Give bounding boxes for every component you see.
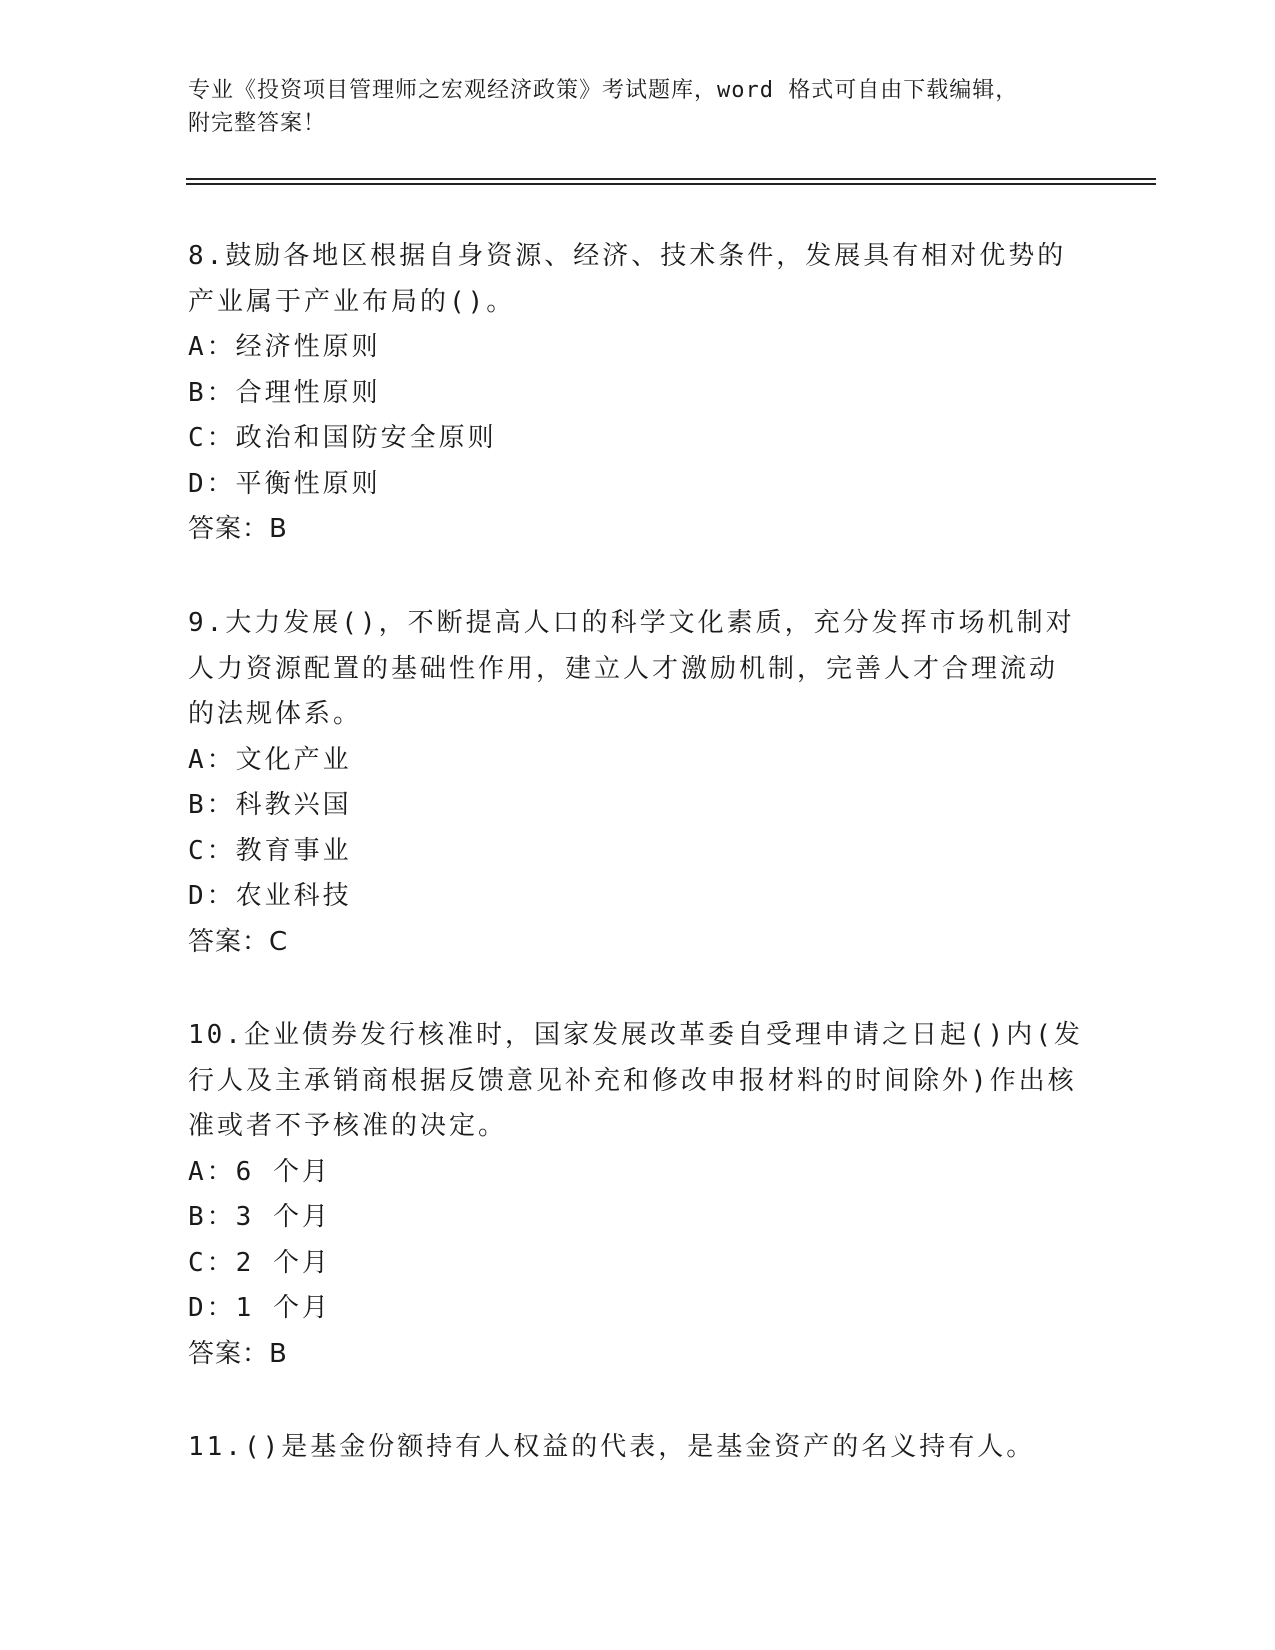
answer-value: C	[269, 926, 289, 957]
question-stem: 9.大力发展()，不断提高人口的科学文化素质，充分发挥市场机制对	[188, 608, 1075, 638]
document-header	[188, 74, 1088, 140]
answer	[188, 1332, 1088, 1378]
header-line: 专业《投资项目管理师之宏观经济政策》考试题库，word 格式可自由下载编辑，	[188, 78, 1019, 103]
option-d: D：1 个月	[188, 1293, 331, 1323]
question-stem: 11.()是基金份额持有人权益的代表，是基金资产的名义持有人。	[188, 1432, 1036, 1462]
answer-label: 答案：	[188, 514, 270, 544]
question-8	[188, 234, 1088, 553]
header-line: 附完整答案！	[188, 111, 327, 136]
question-stem: 10.企业债券发行核准时，国家发展改革委自受理申请之日起()内(发	[188, 1020, 1083, 1050]
answer-label: 答案：	[188, 1338, 270, 1369]
answer-value: B	[269, 1338, 288, 1369]
question-stem: 行人及主承销商根据反馈意见补充和修改申报材料的时间除外)作出核	[188, 1065, 1077, 1096]
question-stem: 准或者不予核准的决定。	[188, 1111, 508, 1141]
option-a: A：经济性原则	[188, 332, 381, 362]
option-a: A：6 个月	[188, 1156, 331, 1187]
question-stem: 人力资源配置的基础性作用，建立人才激励机制，完善人才合理流动	[188, 653, 1059, 684]
question-stem: 8.鼓励各地区根据自身资源、经济、技术条件，发展具有相对优势的	[188, 241, 1067, 271]
question-11	[188, 1425, 1088, 1471]
option-b: B：科教兴国	[188, 790, 352, 820]
question-9	[188, 601, 1088, 965]
header-divider	[186, 183, 1156, 185]
question-stem: 的法规体系。	[188, 699, 363, 729]
answer-label: 答案：	[188, 926, 270, 957]
option-c: C：2 个月	[188, 1247, 331, 1278]
option-c: C：教育事业	[188, 835, 352, 866]
option-b: B：3 个月	[188, 1202, 331, 1232]
question-10	[188, 1013, 1088, 1377]
answer	[188, 920, 1088, 966]
option-c: C：政治和国防安全原则	[188, 423, 497, 453]
option-d: D：农业科技	[188, 881, 352, 911]
question-stem: 产业属于产业布局的()。	[188, 286, 516, 317]
answer	[188, 507, 1088, 553]
answer-value: B	[269, 514, 288, 544]
header-divider	[186, 178, 1156, 180]
option-b: B：合理性原则	[188, 377, 381, 408]
option-d: D：平衡性原则	[188, 468, 381, 499]
option-a: A：文化产业	[188, 744, 352, 775]
